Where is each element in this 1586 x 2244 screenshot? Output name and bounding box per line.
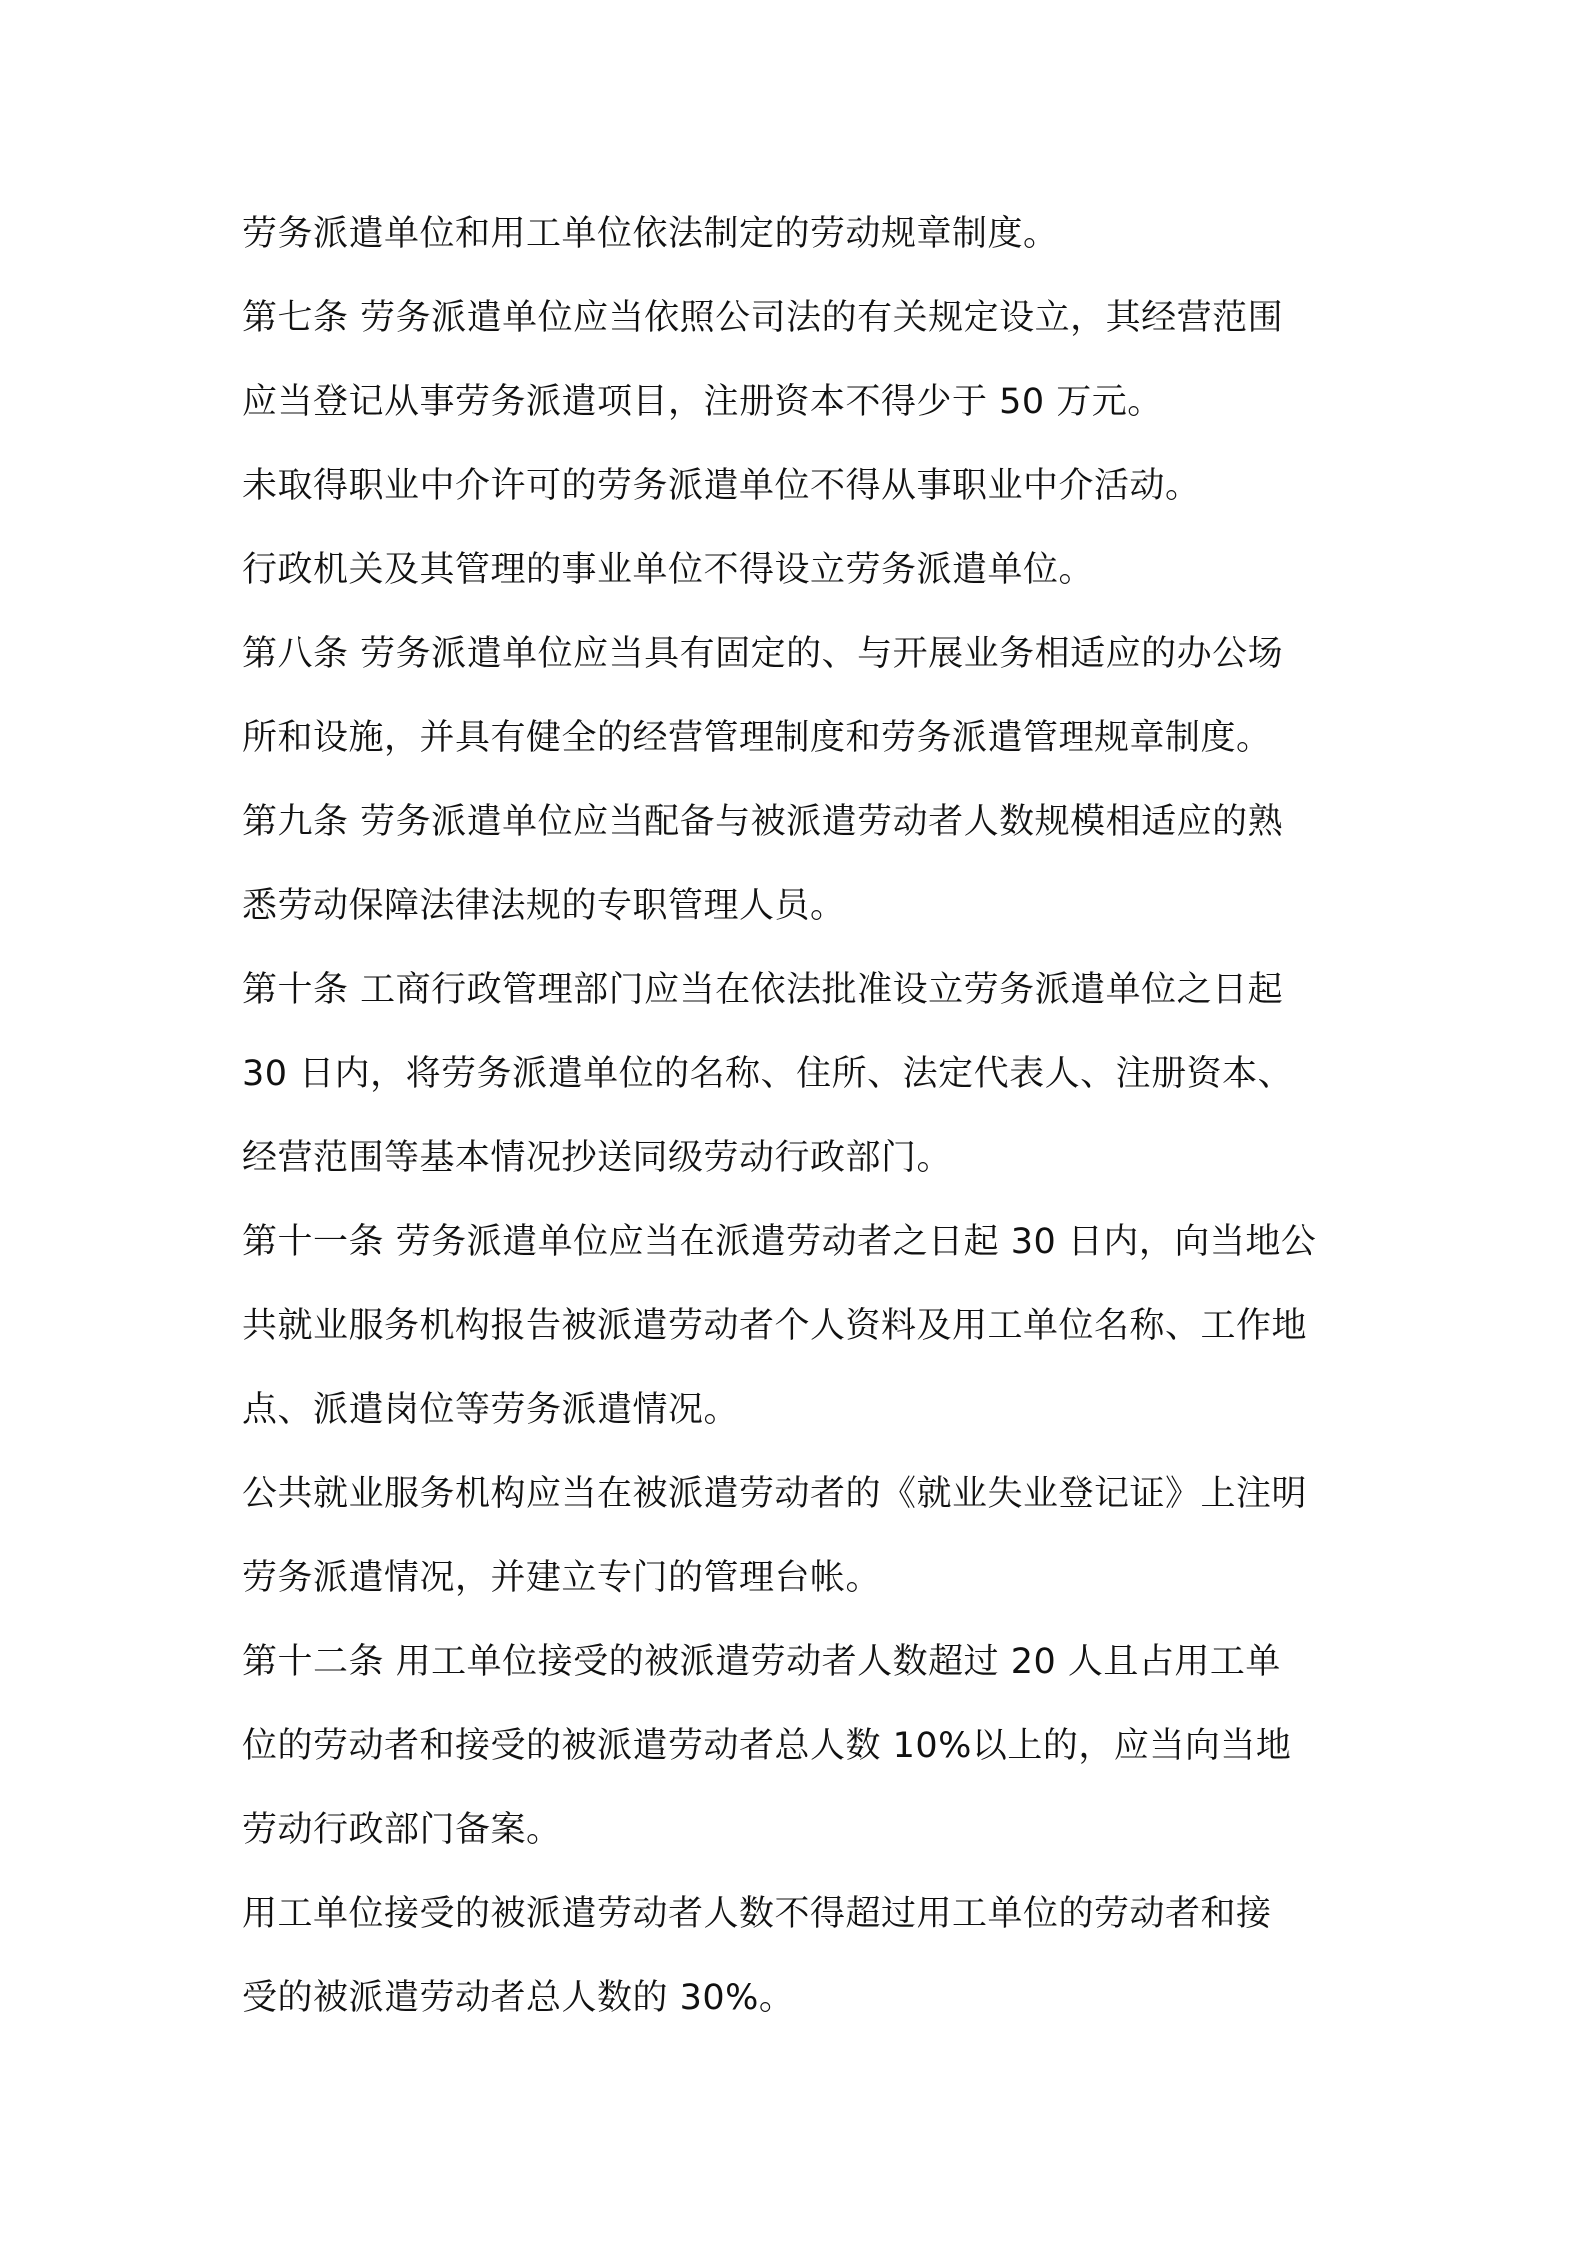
text-line: 所和设施，并具有健全的经营管理制度和劳务派遣管理规章制度。 [242, 718, 1272, 758]
document-body [242, 192, 1362, 2040]
text-line: 第七条 劳务派遣单位应当依照公司法的有关规定设立，其经营范围 [242, 298, 1284, 338]
text-line: 未取得职业中介许可的劳务派遣单位不得从事职业中介活动。 [242, 466, 1201, 506]
text-line: 悉劳动保障法律法规的专职管理人员。 [242, 886, 846, 926]
text-line: 第十条 工商行政管理部门应当在依法批准设立劳务派遣单位之日起 [242, 970, 1284, 1010]
text-line: 30 日内，将劳务派遣单位的名称、住所、法定代表人、注册资本、 [242, 1054, 1294, 1094]
text-line: 第十一条 劳务派遣单位应当在派遣劳动者之日起 30 日内，向当地公 [242, 1222, 1317, 1262]
text-line: 受的被派遣劳动者总人数的 30%。 [242, 1978, 795, 2018]
text-line: 第八条 劳务派遣单位应当具有固定的、与开展业务相适应的办公场 [242, 634, 1284, 674]
text-line: 劳动行政部门备案。 [242, 1810, 562, 1850]
text-line: 劳务派遣情况，并建立专门的管理台帐。 [242, 1558, 882, 1598]
text-line: 应当登记从事劳务派遣项目，注册资本不得少于 50 万元。 [242, 382, 1163, 422]
text-line: 第十二条 用工单位接受的被派遣劳动者人数超过 20 人且占用工单 [242, 1642, 1281, 1682]
text-line: 第九条 劳务派遣单位应当配备与被派遣劳动者人数规模相适应的熟 [242, 802, 1284, 842]
text-line: 共就业服务机构报告被派遣劳动者个人资料及用工单位名称、工作地 [242, 1306, 1308, 1346]
text-line: 经营范围等基本情况抄送同级劳动行政部门。 [242, 1138, 953, 1178]
text-line: 公共就业服务机构应当在被派遣劳动者的《就业失业登记证》上注明 [242, 1474, 1308, 1514]
text-line: 用工单位接受的被派遣劳动者人数不得超过用工单位的劳动者和接 [242, 1894, 1272, 1934]
text-line: 点、派遣岗位等劳务派遣情况。 [242, 1390, 740, 1430]
text-line: 位的劳动者和接受的被派遣劳动者总人数 10%以上的，应当向当地 [242, 1726, 1292, 1766]
text-line: 劳务派遣单位和用工单位依法制定的劳动规章制度。 [242, 214, 1059, 254]
text-line: 行政机关及其管理的事业单位不得设立劳务派遣单位。 [242, 550, 1095, 590]
